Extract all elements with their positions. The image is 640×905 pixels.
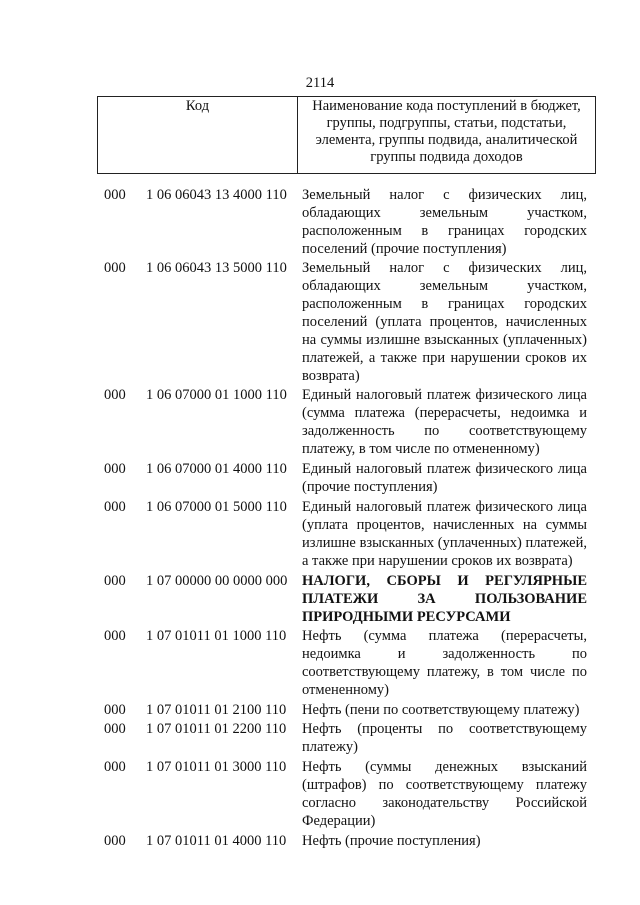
revenue-name: Земельный налог с физических лиц, обладающих земельным участком, расположенным в границах городских поселений (уплата процентов, начисленных на суммы излишне взысканных (уплаченных) платежей, а также при нарушении сроков их возврата) [302, 260, 587, 384]
revenue-code: 1 06 06043 13 5000 110 [146, 260, 287, 276]
table-row [0, 498, 640, 570]
table-row [0, 627, 640, 699]
revenue-name: Нефть (суммы денежных взысканий (штрафов) по соответствующему платежу согласно законодательству Российской Федерации) [302, 759, 587, 829]
revenue-code: 1 06 07000 01 5000 110 [146, 499, 287, 515]
revenue-code: 1 07 01011 01 2100 110 [146, 702, 287, 718]
revenue-name: Нефть (прочие поступления) [302, 833, 481, 849]
revenue-name: Единый налоговый платеж физического лица (прочие поступления) [302, 461, 587, 495]
revenue-name: Земельный налог с физических лиц, обладающих земельным участком, расположенным в границах городских поселений (прочие поступления) [302, 187, 587, 257]
revenue-code: 1 07 01011 01 4000 110 [146, 833, 287, 849]
admin-code: 000 [104, 759, 126, 775]
revenue-code: 1 06 06043 13 4000 110 [146, 187, 287, 203]
admin-code: 000 [104, 187, 126, 203]
table-body [0, 186, 640, 851]
revenue-code: 1 06 07000 01 4000 110 [146, 461, 287, 477]
revenue-code: 1 07 01011 01 2200 110 [146, 721, 287, 737]
page-number: 2114 [305, 75, 335, 91]
table-row [0, 832, 640, 850]
table-row [0, 758, 640, 830]
revenue-name: Нефть (пени по соответствующему платежу) [302, 702, 580, 718]
revenue-code: 1 06 07000 01 1000 110 [146, 387, 287, 403]
revenue-code: 1 07 00000 00 0000 000 [146, 573, 288, 589]
admin-code: 000 [104, 387, 126, 403]
revenue-name: Нефть (сумма платежа (перерасчеты, недоимка и задолженность по соответствующему платежу, в том числе по отмененному) [302, 628, 587, 698]
table-row [0, 720, 640, 756]
table-row [0, 460, 640, 496]
admin-code: 000 [104, 628, 126, 644]
revenue-code: 1 07 01011 01 1000 110 [146, 628, 287, 644]
admin-code: 000 [104, 702, 126, 718]
header-code-column: Код [98, 97, 298, 173]
admin-code: 000 [104, 260, 126, 276]
revenue-name: Нефть (проценты по соответствующему платежу) [302, 721, 587, 755]
revenue-name: Единый налоговый платеж физического лица (сумма платежа (перерасчеты, недоимка и задолженность по соответствующему платежу, в том числе по отмененному) [302, 387, 587, 457]
admin-code: 000 [104, 573, 126, 589]
table-header [97, 96, 596, 174]
admin-code: 000 [104, 721, 126, 737]
table-row [0, 701, 640, 719]
header-name-column: Наименование кода поступлений в бюджет, группы, подгруппы, статьи, подстатьи, элемента, группы подвида, аналитической группы подвида доходов [312, 98, 581, 165]
table-row [0, 186, 640, 258]
table-row [0, 259, 640, 385]
table-row [0, 386, 640, 458]
admin-code: 000 [104, 461, 126, 477]
revenue-name: НАЛОГИ, СБОРЫ И РЕГУЛЯРНЫЕ ПЛАТЕЖИ ЗА ПОЛЬЗОВАНИЕ ПРИРОДНЫМИ РЕСУРСАМИ [302, 573, 587, 625]
revenue-code: 1 07 01011 01 3000 110 [146, 759, 287, 775]
admin-code: 000 [104, 833, 126, 849]
table-row [0, 572, 640, 626]
admin-code: 000 [104, 499, 126, 515]
revenue-name: Единый налоговый платеж физического лица (уплата процентов, начисленных на суммы излишне взысканных (уплаченных) платежей, а также при нарушении сроков их возврата) [302, 499, 587, 569]
